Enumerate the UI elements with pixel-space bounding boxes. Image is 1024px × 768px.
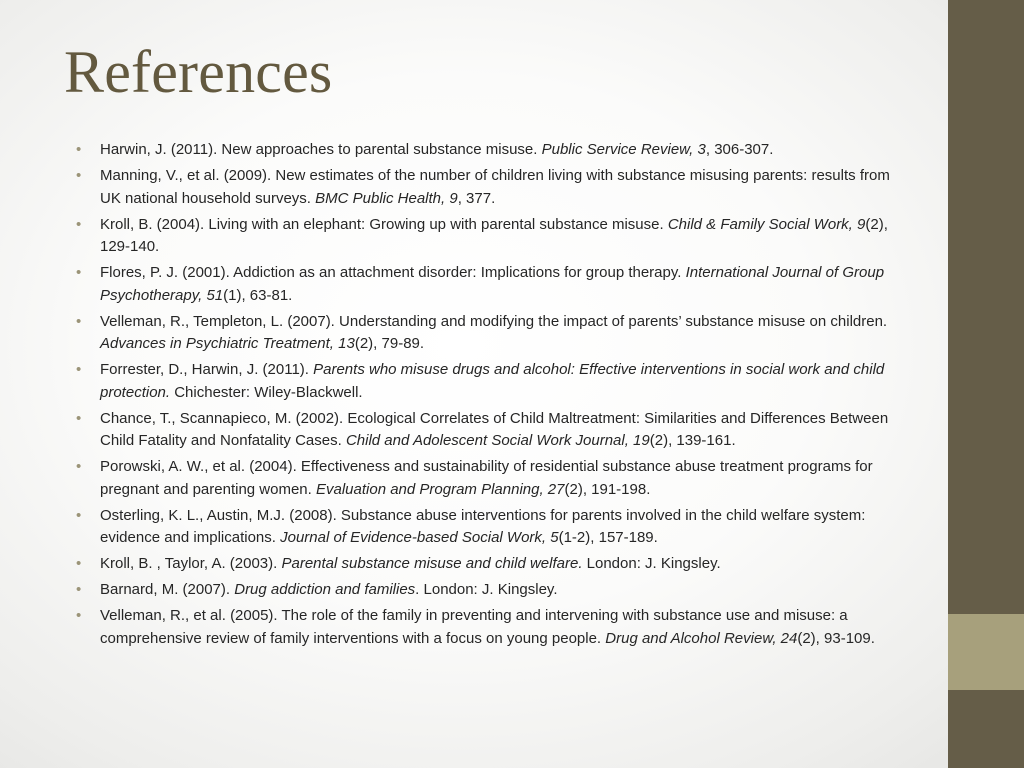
- reference-item: [76, 605, 896, 650]
- reference-details: (2), 79-89.: [354, 335, 425, 352]
- reference-source: Drug addiction and families: [234, 581, 416, 598]
- reference-source: Child & Family Social Work, 9: [667, 215, 866, 233]
- reference-source: Journal of Evidence-based Social Work, 5: [280, 529, 559, 546]
- reference-details: . London: J. Kingsley.: [415, 581, 558, 598]
- reference-item: [76, 311, 896, 356]
- reference-text: Kroll, B. , Taylor, A. (2003).: [100, 555, 282, 572]
- reference-list: [76, 139, 896, 654]
- reference-item: [76, 553, 896, 576]
- reference-text: Chance, T., Scannapieco, M. (2002). Ecological Correlates of Child Maltreatment: Similarities and Differences Between Child Fatality and Nonfatality Cases.: [100, 409, 889, 449]
- slide-title: References: [64, 39, 333, 105]
- reference-details: Chichester: Wiley-Blackwell.: [170, 383, 363, 401]
- reference-item: [76, 408, 896, 453]
- reference-text: Flores, P. J. (2001). Addiction as an attachment disorder: Implications for group therapy.: [100, 264, 686, 281]
- reference-details: , 377.: [457, 189, 496, 207]
- reference-item: [76, 579, 896, 602]
- reference-text: Harwin, J. (2011). New approaches to parental substance misuse.: [100, 141, 542, 158]
- reference-source: International Journal of Group Psychotherapy, 51: [100, 264, 885, 304]
- reference-details: (1-2), 157-189.: [558, 529, 658, 546]
- reference-source: Evaluation and Program Planning, 27: [315, 480, 565, 498]
- bullet-icon: •: [76, 607, 82, 624]
- side-accent-block: [948, 614, 1024, 690]
- reference-source: Parental substance misuse and child welfare.: [281, 555, 583, 572]
- reference-text: Velleman, R., et al. (2005). The role of the family in preventing and intervening with substance use and misuse: a comprehensive review of family interventions with a focus on young people.: [100, 607, 848, 647]
- reference-details: (2), 93-109.: [797, 629, 875, 647]
- bullet-icon: •: [76, 361, 82, 378]
- reference-text: Osterling, K. L., Austin, M.J. (2008). Substance abuse interventions for parents involved in the child welfare system: evidence and implications.: [100, 506, 866, 546]
- bullet-icon: •: [76, 506, 82, 524]
- reference-source: Public Service Review, 3: [541, 141, 706, 158]
- reference-item: [76, 214, 896, 259]
- bullet-icon: •: [76, 167, 82, 184]
- reference-text: Forrester, D., Harwin, J. (2011).: [100, 361, 314, 378]
- reference-item: [76, 139, 896, 162]
- bullet-icon: •: [76, 312, 82, 330]
- bullet-icon: •: [76, 581, 82, 598]
- reference-source: Child and Adolescent Social Work Journal, 19: [345, 432, 650, 449]
- bullet-icon: •: [76, 458, 82, 475]
- reference-text: Manning, V., et al. (2009). New estimates of the number of children living with substance misusing parents: results from UK national household surveys.: [100, 167, 890, 207]
- reference-text: Velleman, R., Templeton, L. (2007). Understanding and modifying the impact of parents’ substance misuse on children.: [100, 312, 888, 330]
- reference-source: Parents who misuse drugs and alcohol: Effective interventions in social work and child protection.: [100, 361, 885, 401]
- reference-details: , 306-307.: [705, 141, 774, 158]
- reference-item: [76, 456, 896, 501]
- reference-details: (1), 63-81.: [223, 286, 293, 304]
- bullet-icon: •: [76, 215, 82, 233]
- reference-item: [76, 165, 896, 210]
- reference-details: (2), 139-161.: [649, 432, 736, 449]
- reference-text: Kroll, B. (2004). Living with an elephant: Growing up with parental substance misuse.: [100, 215, 668, 233]
- reference-details: London: J. Kingsley.: [582, 555, 721, 572]
- reference-item: [76, 505, 896, 550]
- reference-item: [76, 359, 896, 404]
- reference-source: Drug and Alcohol Review, 24: [605, 629, 798, 647]
- bullet-icon: •: [76, 409, 82, 427]
- bullet-icon: •: [76, 264, 82, 281]
- reference-details: (2), 191-198.: [564, 480, 651, 498]
- reference-source: BMC Public Health, 9: [315, 189, 458, 207]
- reference-item: [76, 262, 896, 307]
- reference-source: Advances in Psychiatric Treatment, 13: [100, 335, 355, 352]
- reference-text: Barnard, M. (2007).: [100, 581, 235, 598]
- reference-details: (2), 129-140.: [100, 215, 888, 255]
- bullet-icon: •: [76, 141, 82, 158]
- bullet-icon: •: [76, 555, 82, 572]
- reference-text: Porowski, A. W., et al. (2004). Effectiveness and sustainability of residential substance abuse treatment programs for pregnant and parenting women.: [100, 458, 873, 498]
